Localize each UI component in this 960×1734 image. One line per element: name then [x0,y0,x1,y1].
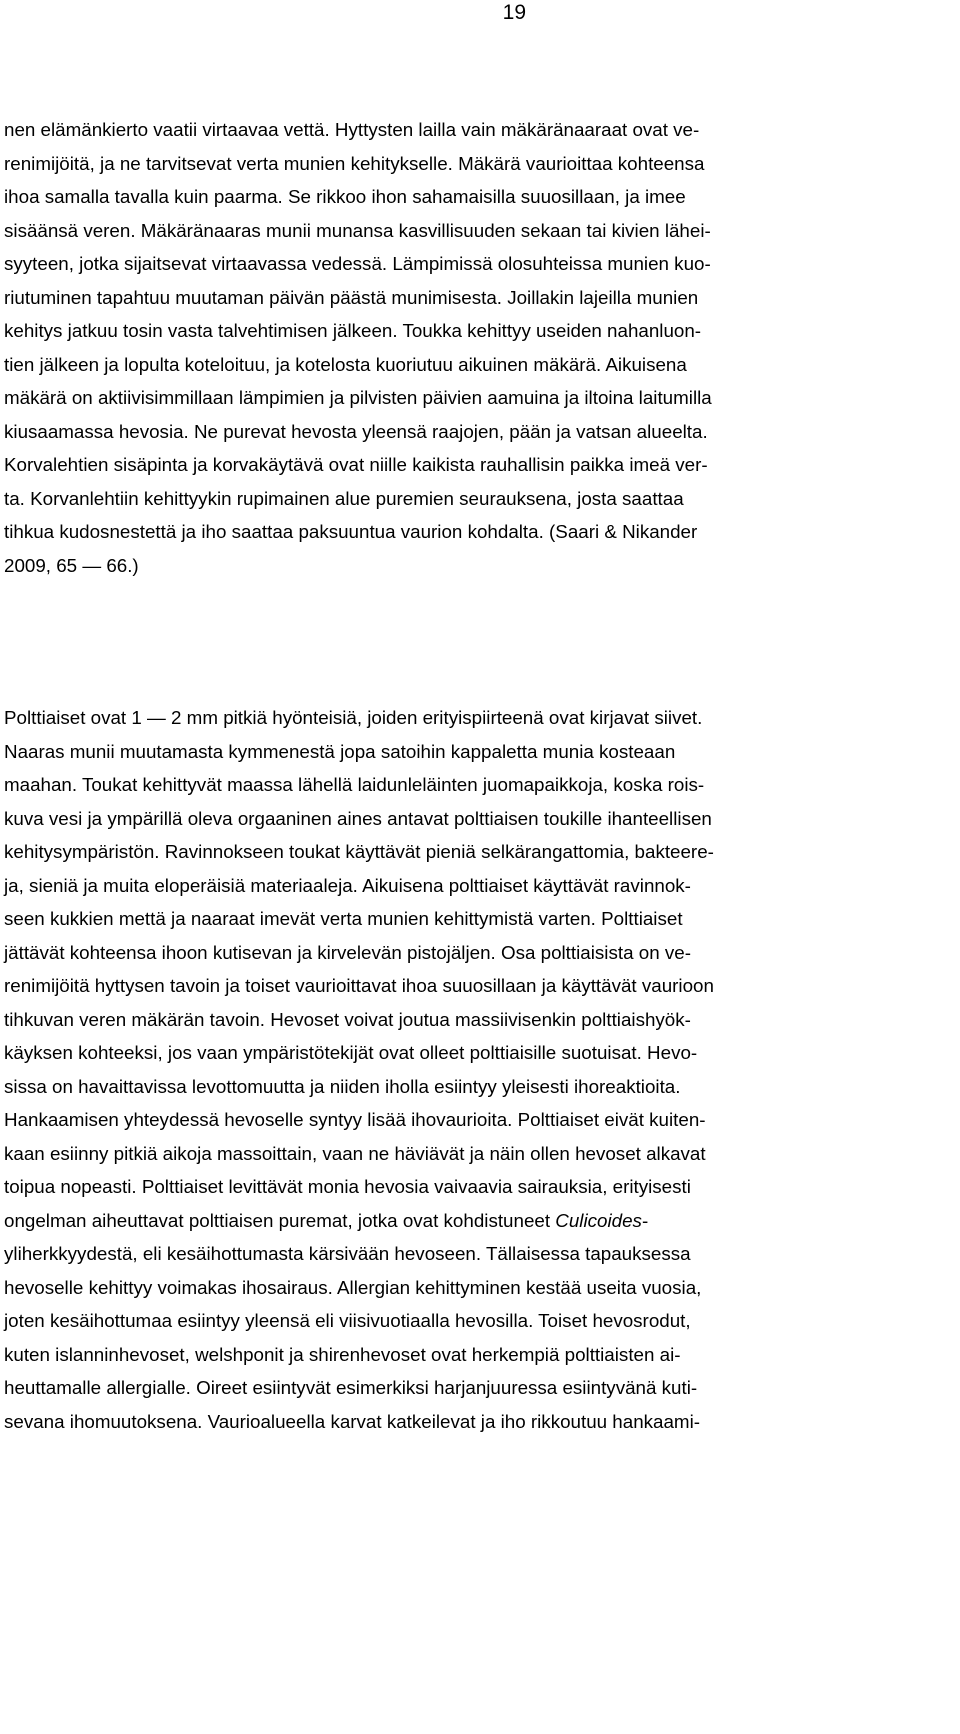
text-line: tihkuvan veren mäkärän tavoin. Hevoset voivat joutua massiivisenkin polttiaishyök- [4,1008,691,1030]
text-line: Naaras munii muutamasta kymmenestä jopa satoihin kappaletta munia kosteaan [4,740,676,762]
hyphen: - [641,1209,649,1231]
text-line-with-italic [4,1209,714,1243]
text-line: heuttamalle allergialle. Oireet esiintyvät esimerkiksi harjanjuuressa esiintyvänä kuti- [4,1377,698,1398]
text-line: Hankaamisen yhteydessä hevoselle syntyy lisää ihovaurioita. Polttiaiset eivät kuiten- [4,1109,706,1130]
text-line: sisäänsä veren. Mäkäränaaras munii munansa kasvillisuuden sekaan tai kivien lähei- [4,219,711,241]
text-line: maahan. Toukat kehittyvät maassa lähellä laidunleläinten juomapaikkoja, koska rois- [4,774,705,795]
text-line: Polttiaiset ovat 1 ― 2 mm pitkiä hyönteisiä, joiden erityispiirteenä ovat kirjavat siivet. [4,707,703,728]
text-line: syyteen, jotka sijaitsevat virtaavassa vedessä. Lämpimissä olosuhteissa munien kuo- [4,253,711,274]
text-line: jättävät kohteensa ihoon kutisevan ja kirvelevän pistojäljen. Osa polttiaisista on ve- [4,941,691,963]
text-line: sissa on havaittavissa levottomuutta ja niiden iholla esiintyy yleisesti ihoreaktioita. [4,1075,681,1097]
text-line: ta. Korvanlehtiin kehittyykin rupimainen alue puremien seurauksena, josta saattaa [4,487,684,509]
text-line: kaan esiinny pitkiä aikoja massoittain, vaan ne häviävät ja näin ollen hevoset alkavat [4,1142,706,1164]
paragraph-2 [4,706,714,1443]
page-number: 19 [502,1,526,24]
text-line: Korvalehtien sisäpinta ja korvakäytävä ovat niille kaikista rauhallisin paikka imeä ver- [4,454,708,475]
text-line: seen kukkien mettä ja naaraat imevät verta munien kehittymistä varten. Polttiaiset [4,908,683,929]
text-line: kuva vesi ja ympärillä oleva orgaaninen aines antavat polttiaisen toukille ihanteellisen [4,807,712,829]
text-line: renimijöitä hyttysen tavoin ja toiset vaurioittavat ihoa suuosillaan ja käyttävät vaurioon [4,975,714,996]
paragraph-1 [4,118,712,587]
text-line: hevoselle kehittyy voimakas ihosairaus. Allergian kehittyminen kestää useita vuosia, [4,1276,702,1298]
text-line: nen elämänkierto vaatii virtaavaa vettä. Hyttysten lailla vain mäkäränaaraat ovat ve- [4,119,700,140]
text-line: kehitys jatkuu tosin vasta talvehtimisen jälkeen. Toukka kehittyy useiden nahanluon- [4,320,702,341]
text-line: joten kesäihottumaa esiintyy yleensä eli viisivuotiaalla hevosilla. Toiset hevosrodut, [4,1310,691,1331]
text-line: 2009, 65 ― 66.) [4,554,139,576]
text-line: kehitysympäristön. Ravinnokseen toukat käyttävät pieniä selkärangattomia, bakteere- [4,841,714,862]
text-line: mäkärä on aktiivisimmillaan lämpimien ja pilvisten päivien aamuina ja iltoina laitumilla [4,387,712,408]
italic-term: Culicoides [555,1209,642,1231]
text-line: yliherkkyydestä, eli kesäihottumasta kärsivään hevoseen. Tällaisessa tapauksessa [4,1243,691,1264]
text-line: kiusaamassa hevosia. Ne purevat hevosta yleensä raajojen, pään ja vatsan alueelta. [4,420,708,442]
text-line: ja, sieniä ja muita eloperäisiä materiaaleja. Aikuisena polttiaiset käyttävät ravinnok- [4,874,691,896]
text-line: toipua nopeasti. Polttiaiset levittävät monia hevosia vaivaavia sairauksia, erityisesti [4,1176,691,1197]
text-segment: ongelman aiheuttavat polttiaisen puremat, jotka ovat kohdistuneet [4,1209,556,1231]
text-line: tihkua kudosnestettä ja iho saattaa paksuuntua vaurion kohdalta. (Saari & Nikander [4,521,698,542]
text-line: riutuminen tapahtuu muutaman päivän päästä munimisesta. Joillakin lajeilla munien [4,286,699,308]
text-line: tien jälkeen ja lopulta koteloituu, ja kotelosta kuoriutuu aikuinen mäkärä. Aikuisena [4,353,687,375]
text-line: sevana ihomuutoksena. Vaurioalueella karvat katkeilevat ja iho rikkoutuu hankaami- [4,1410,700,1432]
text-line: käyksen kohteeksi, jos vaan ympäristötekijät ovat olleet polttiaisille suotuisat. Hevo- [4,1042,698,1063]
text-line: kuten islanninhevoset, welshponit ja shirenhevoset ovat herkempiä polttiaisten ai- [4,1343,681,1365]
text-line: ihoa samalla tavalla kuin paarma. Se rikkoo ihon sahamaisilla suuosillaan, ja imee [4,186,686,207]
text-line: renimijöitä, ja ne tarvitsevat verta munien kehitykselle. Mäkärä vaurioittaa kohteensa [4,152,705,174]
